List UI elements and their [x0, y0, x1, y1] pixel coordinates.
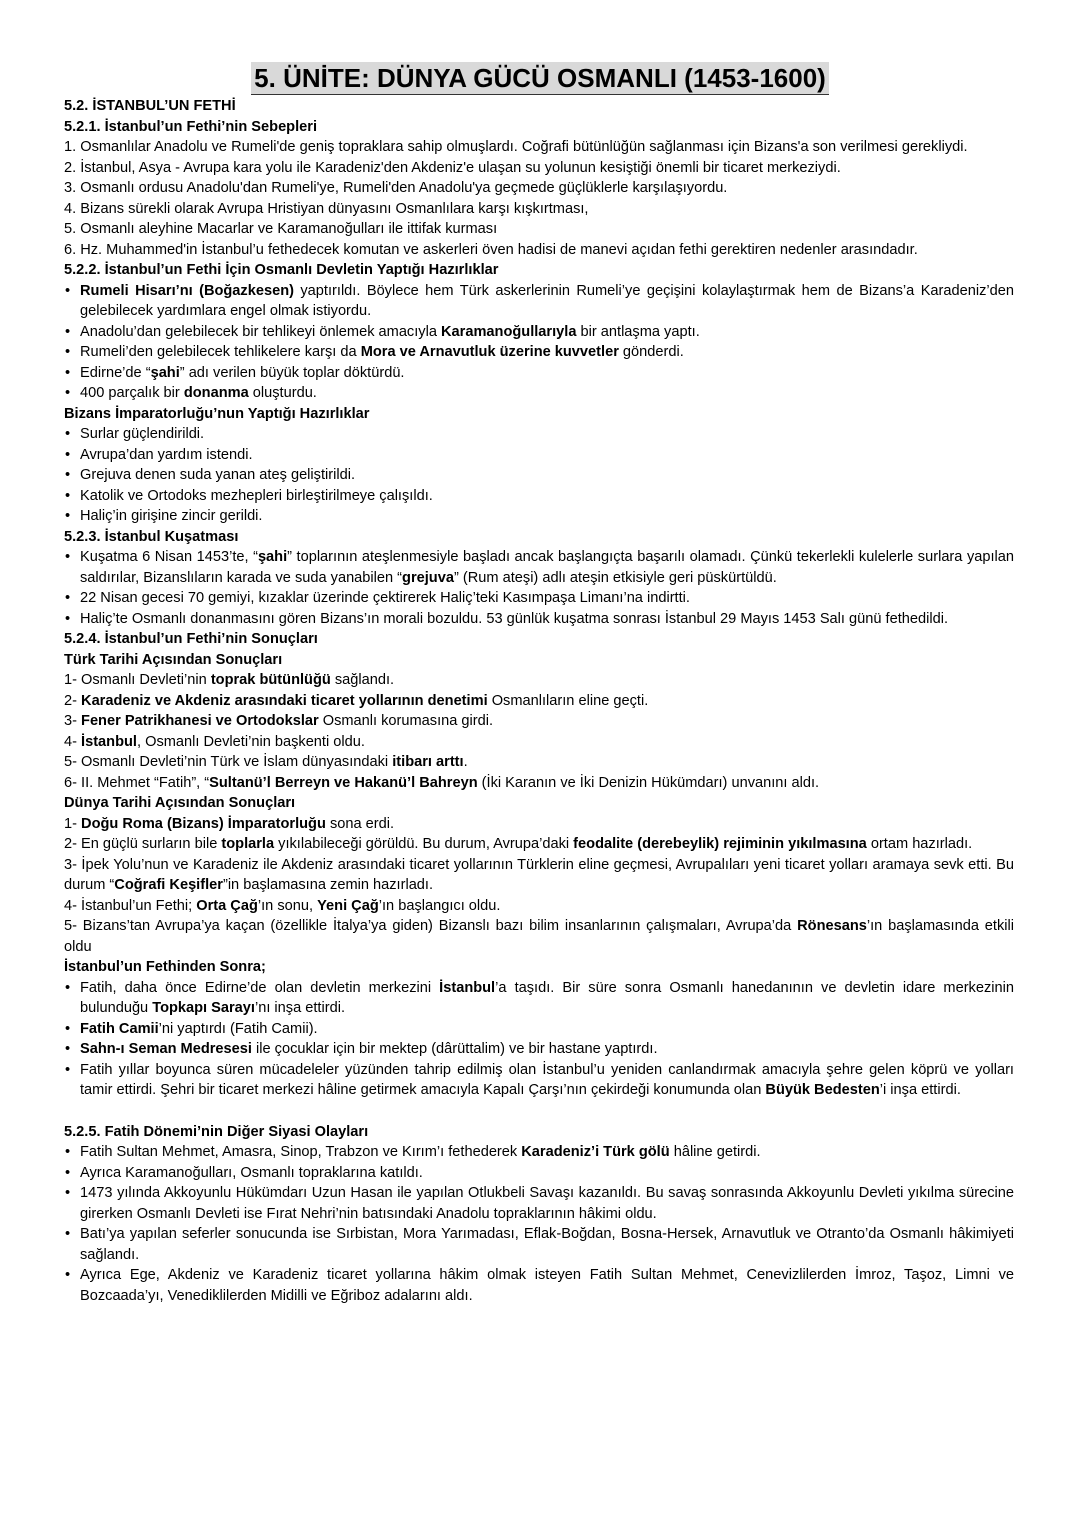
bullet-item [64, 424, 1014, 445]
bullet-item [64, 1163, 1014, 1184]
bullet-item [64, 281, 1014, 322]
bullet-item [64, 978, 1014, 1019]
text-run: 3. Osmanlı ordusu Anadolu'dan Rumeli'ye, Rumeli'den Anadolu'ya geçmede güçlüklerle karşılaşıyordu. [64, 180, 728, 196]
text-run: Ayrıca Ege, Akdeniz ve Karadeniz ticaret yollarına hâkim olmak isteyen Fatih Sultan Mehmet, Cenevizlilerden İmroz, Taşoz, Limni ve Bozcaada’yı, Venediklilerden Midilli ve Eğriboz adalarını aldı. [80, 1267, 1014, 1304]
bold-text: Fatih Camii [80, 1020, 159, 1037]
text-run: 400 parçalık bir [80, 385, 184, 401]
text-run: 1- Osmanlı Devleti’nin [64, 672, 211, 688]
bold-text: Fener Patrikhanesi ve Ortodokslar [81, 713, 319, 729]
document-content [64, 96, 1014, 1306]
text-run: Surlar güçlendirildi. [80, 426, 205, 442]
bullet-item [64, 383, 1014, 404]
text-run: oluşturdu. [248, 385, 317, 401]
text-run: Fatih Sultan Mehmet, Amasra, Sinop, Trabzon ve Kırım’ı fethederek [80, 1144, 522, 1160]
section-heading: 5.2. İSTANBUL’UN FETHİ [64, 98, 236, 114]
bullet-item [64, 1224, 1014, 1265]
text-run: 4- İstanbul’un Fethi; [64, 897, 197, 914]
numbered-paragraph [64, 916, 1014, 957]
numbered-paragraph [64, 855, 1014, 896]
section-heading: Dünya Tarihi Açısından Sonuçları [64, 795, 296, 811]
numbered-paragraph [64, 752, 1014, 773]
text-run: 2. İstanbul, Asya - Avrupa kara yolu ile Karadeniz'den Akdeniz'e ulaşan su yolunun kesiştiği önemli bir ticaret merkeziydi. [64, 159, 841, 176]
text-run: Haliç’in girişine zincir gerildi. [80, 508, 263, 524]
text-run: Fatih yıllar boyunca süren mücadeleler yüzünden tahrip edilmiş olan İstanbul’u yeniden canlandırmak amacıyla şehre gelen köprü ve yolları tamir ettirdi. Şehri bir ticaret merkezi hâline getirmek amacıyla Kapalı Çarşı’nın çekirdeği konumunda olan [80, 1061, 1014, 1098]
bold-text: donanma [183, 385, 249, 401]
text-run: 2- En güçlü surların bile [64, 836, 222, 852]
text-run: 5. Osmanlı aleyhine Macarlar ve Karamanoğulları ile ittifak kurması [64, 221, 498, 237]
text-run: . [463, 754, 468, 770]
text-run: 5- Osmanlı Devleti’nin Türk ve İslam dünyasındaki [64, 754, 393, 770]
text-run: gönderdi. [618, 344, 684, 360]
text-run: 5- Bizans’tan Avrupa’ya kaçan (özellikle İtalya’ya giden) Bizanslı bazı bilim insanlarının çalışmaları, Avrupa’da [64, 918, 798, 934]
text-run: Haliç’te Osmanlı donanmasını gören Bizans’ın morali bozuldu. 53 günlük kuşatma sonrası İstanbul 29 Mayıs 1453 Salı günü fethedildi. [80, 610, 949, 627]
bold-text: Karadeniz ve Akdeniz arasındaki ticaret yollarının denetimi [81, 692, 488, 709]
section-heading: 5.2.5. Fatih Dönemi’nin Diğer Siyasi Olayları [64, 1123, 369, 1140]
text-run: ’ın başlamasında etkili oldu [64, 918, 1014, 955]
text-run: Edirne’de “ [80, 364, 151, 381]
text-run: Fatih, daha önce Edirne’de olan devletin merkezini [80, 979, 440, 996]
text-run: 6. Hz. Muhammed'in İstanbul’u fethedecek komutan ve askerleri öven hadisi de manevi açıdan fethi gerektiren nedenler arasındadır. [64, 241, 918, 258]
text-run: ’a taşıdı. Bir süre sonra Osmanlı hanedanının ve devletin idare merkezinin bulunduğu [80, 979, 1014, 1016]
text-run: 4. Bizans sürekli olarak Avrupa Hristiyan dünyasını Osmanlılara karşı kışkırtması, [64, 200, 589, 217]
section-heading: İstanbul’un Fethinden Sonra; [64, 959, 266, 975]
bold-text: Rumeli Hisarı’nı (Boğazkesen) [80, 282, 294, 299]
bold-text: grejuva [402, 569, 454, 586]
numbered-paragraph [64, 670, 1014, 691]
unit-title: 5. ÜNİTE: DÜNYA GÜCÜ OSMANLI (1453-1600) [251, 62, 829, 95]
text-run: ortam hazırladı. [866, 836, 973, 852]
bold-text: itibarı arttı [392, 754, 464, 770]
bold-text: Rönesans [797, 918, 867, 934]
numbered-paragraph [64, 178, 1014, 199]
numbered-paragraph [64, 158, 1014, 179]
text-run: Anadolu’dan gelebilecek bir tehlikeyi önlemek amacıyla [80, 323, 441, 340]
text-run: Grejuva denen suda yanan ateş geliştirildi. [80, 467, 356, 483]
section-heading: 5.2.3. İstanbul Kuşatması [64, 528, 239, 545]
text-run: Ayrıca Karamanoğulları, Osmanlı topraklarına katıldı. [80, 1164, 423, 1181]
bullet-item [64, 486, 1014, 507]
bold-text: Topkapı Sarayı [152, 1000, 255, 1016]
text-run: 4- [64, 733, 82, 750]
text-run: Osmanlıların eline geçti. [487, 692, 649, 709]
section-heading: Türk Tarihi Açısından Sonuçları [64, 651, 283, 668]
text-run: 1- [64, 815, 82, 832]
bold-text: Karadeniz’i Türk gölü [521, 1144, 670, 1160]
bullet-item [64, 609, 1014, 630]
section-heading: Bizans İmparatorluğu’nun Yaptığı Hazırlıklar [64, 405, 370, 422]
text-run: yıkılabileceği görüldü. Bu durum, Avrupa’daki [274, 836, 574, 852]
numbered-paragraph [64, 773, 1014, 794]
numbered-paragraph [64, 711, 1014, 732]
bold-text: Sultanü’l Berreyn ve Hakanü’l Bahreyn [209, 774, 478, 791]
text-run: ” toplarının ateşlenmesiyle başladı ancak başlangıçta başarılı olamadı. Çünkü tekerlekli kulelerle surlara yapılan saldırılar, Bizanslıların karada ve suda yanabilen “ [80, 549, 1014, 586]
bullet-item [64, 465, 1014, 486]
numbered-paragraph [64, 896, 1014, 917]
bold-text: Coğrafi Keşifler [114, 877, 223, 893]
numbered-paragraph [64, 834, 1014, 855]
text-run: Avrupa’dan yardım istendi. [80, 446, 253, 463]
text-run: 3- İpek Yolu’nun ve Karadeniz ile Akdeniz arasındaki ticaret yollarının Türklerin eline geçmesi, Avrupalıları yeni ticaret yolları aramaya sevk etti. Bu durum “ [64, 856, 1014, 893]
text-run: hâline getirdi. [669, 1144, 761, 1160]
numbered-paragraph [64, 691, 1014, 712]
bullet-item [64, 445, 1014, 466]
bullet-item [64, 322, 1014, 343]
bold-text: İstanbul [81, 733, 137, 750]
bold-text: İstanbul [439, 979, 496, 996]
numbered-paragraph [64, 240, 1014, 261]
numbered-paragraph [64, 814, 1014, 835]
bold-text: Mora ve Arnavutluk üzerine kuvvetler [360, 344, 619, 360]
bullet-item [64, 1039, 1014, 1060]
bold-text: Sahn-ı Seman Medresesi [80, 1041, 252, 1057]
text-run: sağlandı. [330, 672, 395, 688]
text-run: ”in başlamasına zemin hazırladı. [222, 877, 434, 893]
section-heading: 5.2.2. İstanbul’un Fethi İçin Osmanlı Devletin Yaptığı Hazırlıklar [64, 262, 499, 278]
numbered-paragraph [64, 219, 1014, 240]
bullet-item [64, 506, 1014, 527]
bullet-item [64, 1265, 1014, 1306]
bullet-item [64, 1019, 1014, 1040]
numbered-paragraph [64, 732, 1014, 753]
bold-text: Orta Çağ [196, 897, 258, 914]
text-run: Rumeli’den gelebilecek tehlikelere karşı da [80, 344, 361, 360]
text-run: 1. Osmanlılar Anadolu ve Rumeli'de geniş topraklara sahip olmuşlardı. Coğrafi bütünlüğün sağlanması için Bizans'a son verilmesi gerekliydi. [64, 139, 968, 155]
text-run: ’ni yaptırdı (Fatih Camii). [158, 1020, 318, 1037]
bold-text: feodalite (derebeylik) rejiminin yıkılmasına [573, 836, 867, 852]
bullet-item [64, 1060, 1014, 1101]
bold-text: Doğu Roma (Bizans) İmparatorluğu [81, 815, 326, 832]
text-run: ile çocuklar için bir mektep (dârüttalim) ve bir hastane yaptırdı. [251, 1041, 658, 1057]
section-heading: 5.2.1. İstanbul’un Fethi’nin Sebepleri [64, 118, 318, 135]
text-run: ’ın başlangıcı oldu. [378, 897, 501, 914]
text-run: 2- [64, 692, 82, 709]
bold-text: şahi [257, 549, 288, 565]
text-run: ’ın sonu, [257, 897, 318, 914]
section-heading: 5.2.4. İstanbul’un Fethi’nin Sonuçları [64, 631, 318, 647]
numbered-paragraph [64, 137, 1014, 158]
text-run: ’nı inşa ettirdi. [254, 1000, 346, 1016]
text-run: 3- [64, 713, 82, 729]
numbered-paragraph [64, 199, 1014, 220]
text-run: Katolik ve Ortodoks mezhepleri birleştirilmeye çalışıldı. [80, 487, 433, 504]
text-run: Batı’ya yapılan seferler sonucunda ise Sırbistan, Mora Yarımadası, Eflak-Boğdan, Bosna-Hersek, Arnavutluk ve Otranto’da Osmanlı hâkimiyeti sağlandı. [80, 1226, 1014, 1263]
text-run: yaptırıldı. Böylece hem Türk askerlerinin Rumeli’ye geçişini kolaylaştırmak hem de Bizans’a Karadeniz’den gelebilecek yardımlara engel olmak istiyordu. [80, 282, 1014, 319]
text-run: ’i inşa ettirdi. [879, 1082, 961, 1098]
bullet-item [64, 547, 1014, 588]
text-run: (İki Karanın ve İki Denizin Hükümdarı) unvanını aldı. [477, 774, 820, 791]
text-run: sona erdi. [325, 815, 395, 832]
bullet-item [64, 1183, 1014, 1224]
bold-text: Yeni Çağ [317, 897, 379, 914]
bold-text: Karamanoğullarıyla [441, 323, 577, 340]
text-run: , Osmanlı Devleti’nin başkenti oldu. [136, 733, 365, 750]
bold-text: Büyük Bedesten [765, 1082, 880, 1098]
unit-title-wrapper [0, 62, 1080, 95]
text-run: Osmanlı korumasına girdi. [318, 713, 494, 729]
bold-text: toprak bütünlüğü [210, 672, 331, 688]
bullet-item [64, 588, 1014, 609]
bold-text: şahi [150, 364, 180, 381]
bold-text: toplarla [221, 836, 275, 852]
text-run: 1473 yılında Akkoyunlu Hükümdarı Uzun Hasan ile yapılan Otlukbeli Savaşı kazanıldı. Bu savaş sonrasında Akkoyunlu Devleti yıkılma sürecine girerken Osmanlı Devleti ise Fırat Nehri’nin batısındaki Anadolu topraklarının hâkimi oldu. [80, 1185, 1014, 1222]
text-run: 22 Nisan gecesi 70 gemiyi, kızaklar üzerinde çektirerek Haliç’teki Kasımpaşa Limanı’na indirtti. [80, 590, 690, 606]
text-run: bir antlaşma yaptı. [576, 323, 700, 340]
text-run: Kuşatma 6 Nisan 1453’te, “ [80, 549, 258, 565]
spacer [64, 1101, 1014, 1122]
bullet-item [64, 342, 1014, 363]
bullet-item [64, 363, 1014, 384]
text-run: ” (Rum ateşi) adlı ateşin etkisiyle geri püskürtüldü. [453, 569, 777, 586]
text-run: 6- II. Mehmet “Fatih”, “ [64, 774, 210, 791]
text-run: ” adı verilen büyük toplar döktürdü. [179, 364, 405, 381]
bullet-item [64, 1142, 1014, 1163]
